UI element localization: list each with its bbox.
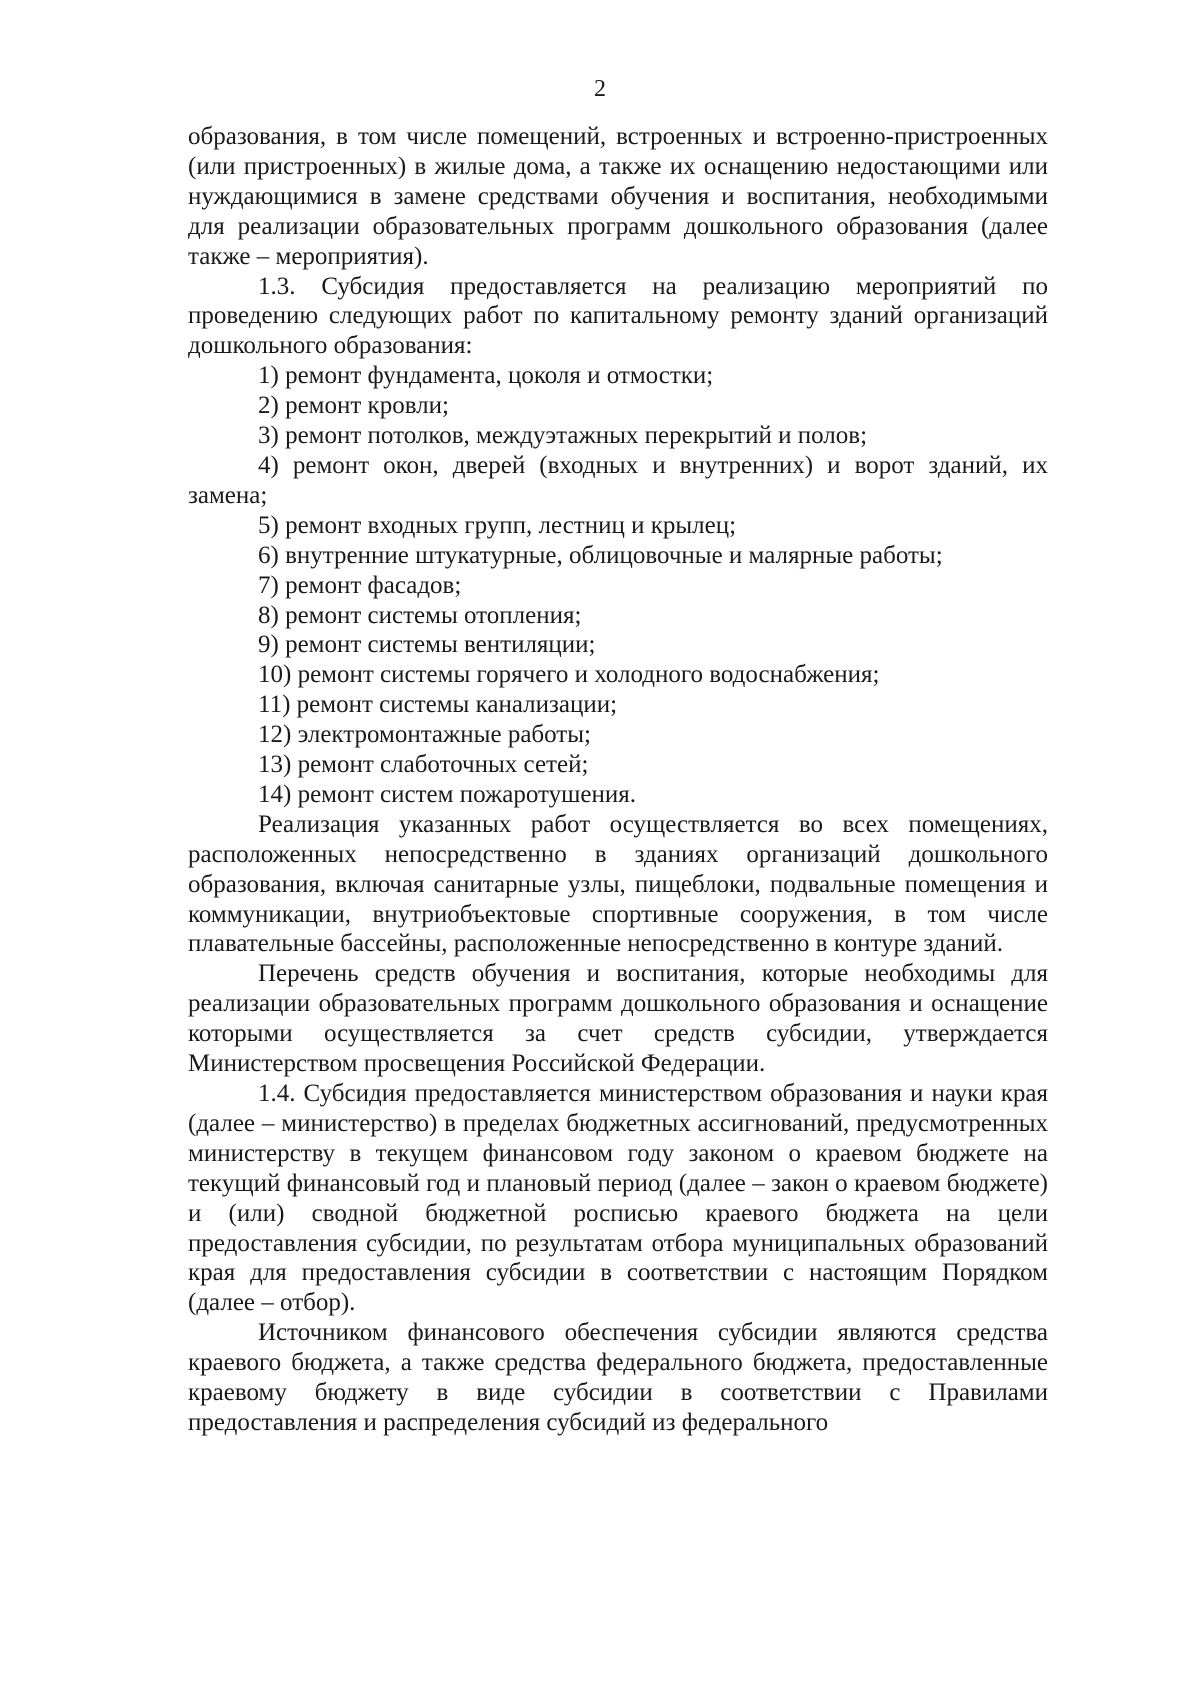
list-item: 8) ремонт системы отопления; bbox=[258, 601, 582, 629]
paragraph-works-scope: Реализация указанных работ осуществляется во всех помещениях, расположенных непосредственно в зданиях организаций дошкольного образования, включая санитарные узлы, пищеблоки, подвальные помещения и коммуникации, внутриобъектовые спортивные сооружения, в том числе плавательные бассейны, расположенные непосредственно в контуре зданий. bbox=[188, 810, 1048, 958]
list-item: 12) электромонтажные работы; bbox=[258, 721, 591, 749]
paragraph-funding-source: Источником финансового обеспечения субсидии являются средства краевого бюджета, а также средства федерального бюджета, предоставленные краевому бюджету в виде субсидии в соответствии с Правилами предоставления и распределения субсидий из федерального bbox=[188, 1319, 1048, 1436]
paragraph-equipment-list: Перечень средств обучения и воспитания, которые необходимы для реализации образовательных программ дошкольного образования и оснащение которыми осуществляется за счет средств субсидии, утверждается Министерством просвещения Российской Федерации. bbox=[188, 960, 1048, 1078]
list-item: 2) ремонт кровли; bbox=[258, 392, 449, 420]
list-item: 11) ремонт системы канализации; bbox=[258, 691, 618, 719]
list-item: 14) ремонт систем пожаротушения. bbox=[258, 780, 636, 808]
list-item: 10) ремонт системы горячего и холодного водоснабжения; bbox=[258, 661, 880, 689]
document-body bbox=[188, 122, 1048, 1438]
paragraph-1-3: 1.3. Субсидия предоставляется на реализацию мероприятий по проведению следующих работ по капитальному ремонту зданий организаций дошкольного образования: bbox=[188, 272, 1048, 360]
list-item: 3) ремонт потолков, междуэтажных перекрытий и полов; bbox=[258, 422, 868, 450]
list-item: 13) ремонт слаботочных сетей; bbox=[258, 751, 589, 779]
list-item: 6) внутренние штукатурные, облицовочные и малярные работы; bbox=[258, 541, 943, 569]
page-number: 2 bbox=[594, 76, 606, 102]
paragraph-1-4: 1.4. Субсидия предоставляется министерством образования и науки края (далее – министерство) в пределах бюджетных ассигнований, предусмотренных министерству в текущем финансовом году законом о краевом бюджете на текущий финансовый год и плановый период (далее – закон о краевом бюджете) и (или) сводной бюджетной росписью краевого бюджета на цели предоставления субсидии, по результатам отбора муниципальных образований края для предоставления субсидии в соответствии с настоящим Порядком (далее – отбор). bbox=[188, 1080, 1048, 1317]
list-item: 1) ремонт фундамента, цоколя и отмостки; bbox=[258, 362, 714, 390]
list-item: 7) ремонт фасадов; bbox=[258, 571, 462, 599]
list-item: 4) ремонт окон, дверей (входных и внутренних) и ворот зданий, их замена; bbox=[188, 451, 1048, 509]
list-item: 5) ремонт входных групп, лестниц и крылец; bbox=[258, 511, 737, 539]
paragraph-continuation: образования, в том числе помещений, встроенных и встроенно-пристроенных (или пристроенных) в жилые дома, а также их оснащению недостающими или нуждающимися в замене средствами обучения и воспитания, необходимыми для реализации образовательных программ дошкольного образования (далее также – мероприятия). bbox=[188, 123, 1048, 270]
list-item: 9) ремонт системы вентиляции; bbox=[258, 631, 596, 659]
